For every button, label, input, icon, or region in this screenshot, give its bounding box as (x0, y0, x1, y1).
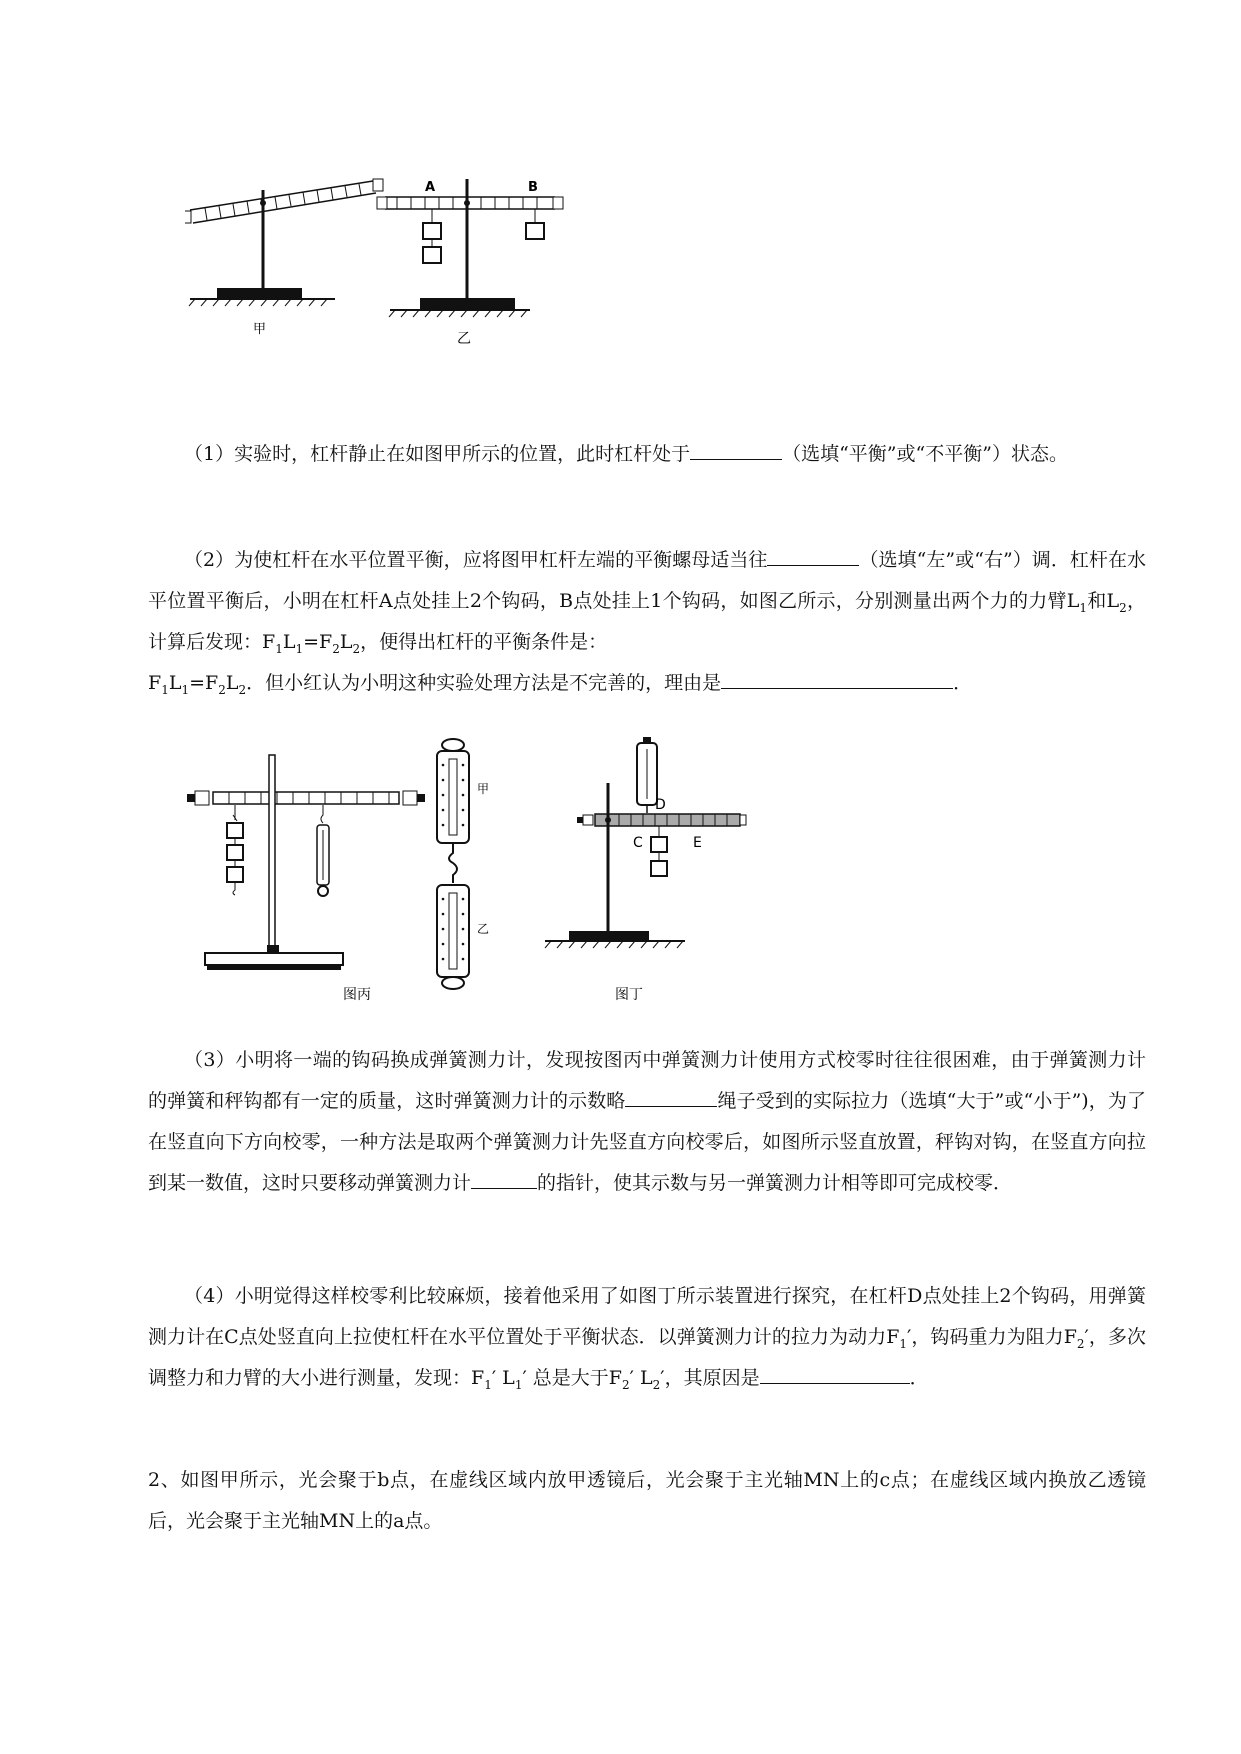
q2-reason-blank[interactable] (721, 666, 953, 689)
q4-text-c: ′，多次调整力和力臂的大小进行测量，发现：F (148, 1326, 1146, 1389)
label-jia: 甲 (253, 322, 267, 337)
q2-eq1-l1-sub: 1 (295, 641, 304, 656)
label-ding: 图丁 (615, 987, 643, 1003)
q2-eq1-l1: L (282, 631, 296, 653)
q2-eq1-f2-sub: 2 (332, 641, 340, 656)
q1-text-b: （选填“平衡”或“不平衡”）状态。 (782, 443, 1068, 465)
q1-text-a: （1）实验时，杠杆静止在如图甲所示的位置，此时杠杆处于 (184, 443, 691, 465)
label-point-c: C (633, 835, 643, 851)
q2-and: 和 (1086, 590, 1107, 612)
q4-f1-sub: 1 (899, 1336, 908, 1351)
label-yi: 乙 (457, 331, 471, 347)
lever-jia (185, 179, 383, 337)
q2-eq1-f1: F (262, 631, 276, 653)
question-next (148, 1460, 1146, 1542)
q2-end: ． (953, 672, 973, 694)
q2-l2-sub: 2 (1119, 600, 1127, 615)
q4-f2-sub: 2 (1076, 1336, 1085, 1351)
question-1 (148, 434, 1146, 475)
q2-eq2-l1: L (168, 672, 182, 694)
q3-text-a: （3）小明将一端的钩码换成弹簧测力计，发现按图丙中弹簧测力计使用方式校零时往往很困难，由于弹簧测力计的弹簧和秤钩都有一定的质量，这时弹簧测力计的示数略 (148, 1049, 1146, 1112)
apparatus-ding (545, 737, 746, 1003)
q4-text-e: ′ 总是大于F (522, 1367, 622, 1389)
q2-eq1-l2-sub: 2 (352, 641, 361, 656)
spring-scales-pair (437, 739, 489, 989)
question-3 (148, 1040, 1146, 1204)
question-2 (148, 540, 1146, 704)
q2-eq2-f1: F (148, 672, 162, 694)
q4-f2b-sub: 2 (622, 1377, 630, 1392)
figure-lever-jia-yi (185, 175, 645, 385)
q4-text-b: ′，钩码重力为阻力F (907, 1326, 1077, 1348)
q2-eq1-f2: =F (303, 631, 333, 653)
label-scale-jia: 甲 (477, 782, 490, 796)
q2-l1: L (1066, 590, 1080, 612)
q2-eq1-l2: L (339, 631, 353, 653)
q4-l2-sub: 2 (652, 1377, 661, 1392)
q2-eq2-f2: =F (189, 672, 219, 694)
q4-text-g: ′，其原因是 (660, 1367, 760, 1389)
q4-f1b-sub: 1 (484, 1377, 492, 1392)
q3-text-c: 的指针，使其示数与另一弹簧测力计相等即可完成校零． (537, 1172, 1013, 1194)
label-point-b: B (528, 180, 538, 195)
figure-bing-ding (185, 735, 845, 1015)
q2-text-a: （2）为使杠杆在水平位置平衡，应将图甲杠杆左端的平衡螺母适当往 (184, 549, 768, 571)
q1-answer-blank[interactable] (690, 437, 782, 460)
q2-text-c: ，计算后发现： (148, 590, 1146, 653)
q4-text-f: ′ L (629, 1367, 653, 1389)
q2-eq2-l2-sub: 2 (238, 682, 247, 697)
question-4 (148, 1276, 1146, 1399)
q2-l1-sub: 1 (1079, 600, 1087, 615)
q2-eq2-l1-sub: 1 (181, 682, 190, 697)
apparatus-bing (187, 755, 425, 1003)
q2-eq2-l2: L (225, 672, 239, 694)
label-point-d: D (655, 797, 666, 813)
q4-l1-sub: 1 (514, 1377, 523, 1392)
lever-yi (377, 179, 563, 347)
label-point-e: E (693, 835, 702, 851)
q2-text-e: ．但小红认为小明这种实验处理方法是不完善的，理由是 (246, 672, 722, 694)
q4-reason-blank[interactable] (760, 1361, 910, 1384)
q3-scale-blank[interactable] (471, 1166, 537, 1189)
q2-eq1-f1-sub: 1 (275, 641, 283, 656)
q-next-text: 2、如图甲所示，光会聚于b点，在虚线区域内放甲透镜后，光会聚于主光轴MN上的c点；在虚线区域内换放乙透镜后，光会聚于主光轴MN上的a点。 (148, 1469, 1146, 1532)
q2-eq2-f2-sub: 2 (218, 682, 226, 697)
q4-text-a: （4）小明觉得这样校零利比较麻烦，接着他采用了如图丁所示装置进行探究，在杠杆D点处挂上2个钩码，用弹簧测力计在C点处竖直向上拉使杠杆在水平位置处于平衡状态．以弹簧测力计的拉力为动力F (148, 1285, 1146, 1348)
q2-eq2-f1-sub: 1 (161, 682, 169, 697)
q3-compare-blank[interactable] (625, 1084, 717, 1107)
q2-text-b: （选填“左”或“右”）调．杠杆在水平位置平衡后，小明在杠杆A点处挂上2个钩码，B点处挂上1个钩码，如图乙所示，分别测量出两个力的力臂 (148, 549, 1147, 612)
q2-l2: L (1106, 590, 1120, 612)
label-point-a: A (425, 180, 436, 195)
q4-end: ． (909, 1367, 929, 1389)
label-bing: 图丙 (343, 987, 371, 1003)
q2-direction-blank[interactable] (767, 543, 859, 566)
q4-text-d: ′ L (491, 1367, 515, 1389)
q2-text-d: ，便得出杠杆的平衡条件是： (360, 631, 608, 653)
label-scale-yi: 乙 (477, 922, 490, 936)
q3-text-b: 绳子受到的实际拉力（选填“大于”或“小于”)，为了在竖直向下方向校零，一种方法是取两个弹簧测力计先竖直方向校零后，如图所示竖直放置，秤钩对钩，在竖直方向拉到某一数值，这时只要移动弹簧测力计 (148, 1090, 1146, 1194)
